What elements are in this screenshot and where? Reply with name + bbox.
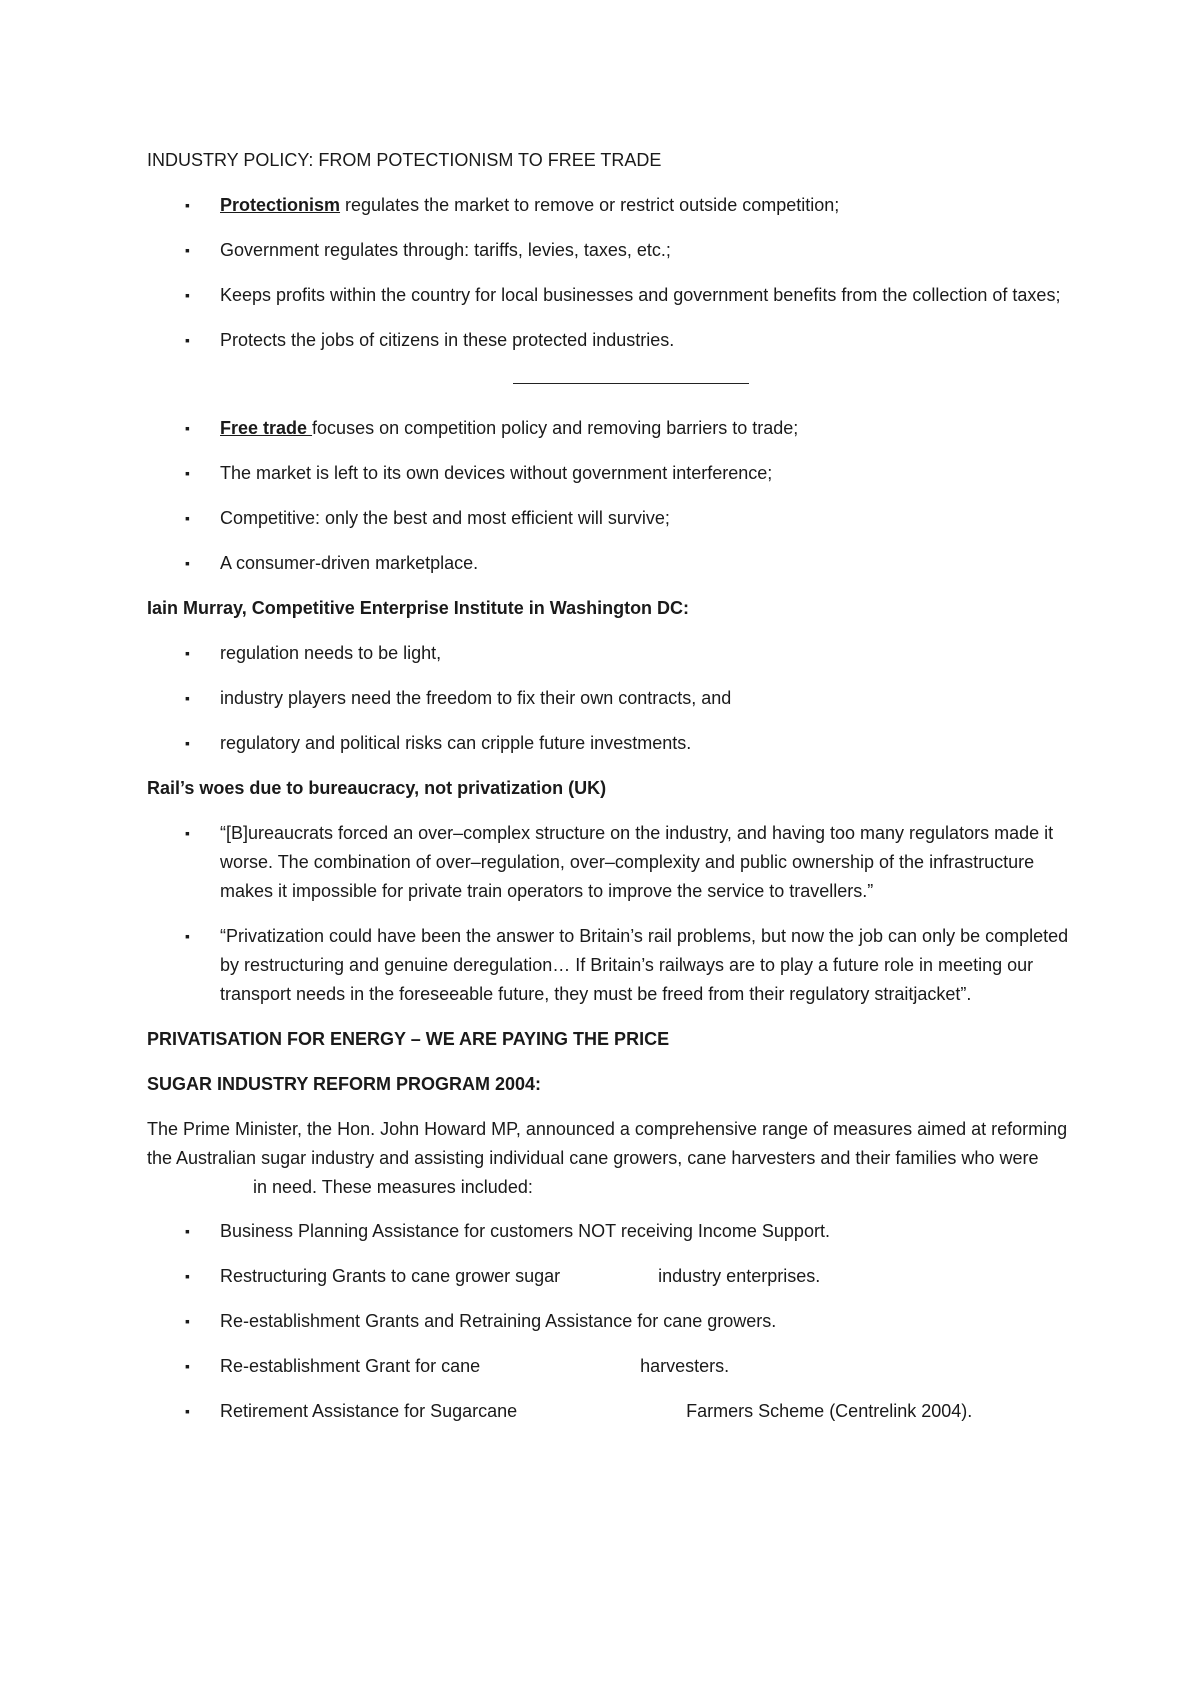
quote-text: “Privatization could have been the answer to Britain’s rail problems, but now the job can only be completed by restructuring and genuine deregulation… If Britain’s railways are to play a future role in meeting our transport needs in the foreseeable future, they must be freed from their regulatory straitjacket”. [220,926,1069,1004]
divider-line [513,383,749,384]
energy-heading: PRIVATISATION FOR ENERGY – WE ARE PAYING THE PRICE [147,1029,670,1049]
list-item-text: regulation needs to be light, [220,643,442,663]
square-bullet-icon: ▪ [185,825,190,841]
square-bullet-icon: ▪ [185,287,190,303]
list-item [147,1352,1077,1381]
list-item [147,459,1077,488]
square-bullet-icon: ▪ [185,1403,190,1419]
term-protectionism: Protectionism [220,195,341,215]
list-item [147,504,1077,533]
list-item-text: The market is left to its own devices without government interference; [220,463,773,483]
square-bullet-icon: ▪ [185,1223,190,1239]
paragraph-text: in need. These measures included: [253,1177,533,1197]
list-item [147,729,1077,758]
list-item-text: Retirement Assistance for Sugarcane [220,1401,518,1421]
square-bullet-icon: ▪ [185,1313,190,1329]
sugar-heading: SUGAR INDUSTRY REFORM PROGRAM 2004: [147,1074,542,1094]
list-item-text: Keeps profits within the country for local businesses and government benefits from the collection of taxes; [220,285,1061,305]
square-bullet-icon: ▪ [185,1358,190,1374]
section-divider [147,369,1077,398]
list-item-text: regulatory and political risks can cripple future investments. [220,733,692,753]
list-item [147,639,1077,668]
list-item [147,281,1077,310]
square-bullet-icon: ▪ [185,465,190,481]
square-bullet-icon: ▪ [185,510,190,526]
list-item-text: Business Planning Assistance for customers NOT receiving Income Support. [220,1221,830,1241]
list-item-text: industry enterprises. [658,1266,821,1286]
list-item-text: Restructuring Grants to cane grower sugar [220,1266,561,1286]
square-bullet-icon: ▪ [185,555,190,571]
list-item [147,819,1077,906]
list-item-text: harvesters. [640,1356,730,1376]
list-item [147,684,1077,713]
term-free-trade: Free trade [220,418,313,438]
list-item [147,1217,1077,1246]
murray-heading: Iain Murray, Competitive Enterprise Institute in Washington DC: [147,598,690,618]
list-item-text: Re-establishment Grants and Retraining Assistance for cane growers. [220,1311,777,1331]
list-item-text: industry players need the freedom to fix their own contracts, and [220,688,732,708]
list-item [147,549,1077,578]
square-bullet-icon: ▪ [185,735,190,751]
list-item-text: Farmers Scheme (Centrelink 2004). [686,1401,973,1421]
protectionism-list [147,191,1077,355]
document-title: INDUSTRY POLICY: FROM POTECTIONISM TO FREE TRADE [147,150,662,170]
square-bullet-icon: ▪ [185,928,190,944]
rail-heading: Rail’s woes due to bureaucracy, not privatization (UK) [147,778,607,798]
free-trade-list [147,414,1077,578]
list-item-text: A consumer-driven marketplace. [220,553,479,573]
list-item [147,191,1077,220]
square-bullet-icon: ▪ [185,645,190,661]
list-item-text: focuses on competition policy and removing barriers to trade; [312,418,799,438]
list-item-text: Government regulates through: tariffs, levies, taxes, etc.; [220,240,671,260]
list-item-text: Competitive: only the best and most efficient will survive; [220,508,670,528]
list-item-text: regulates the market to remove or restrict outside competition; [340,195,840,215]
list-item [147,326,1077,355]
list-item [147,1307,1077,1336]
square-bullet-icon: ▪ [185,1268,190,1284]
square-bullet-icon: ▪ [185,242,190,258]
list-item [147,236,1077,265]
list-item-text: Protects the jobs of citizens in these protected industries. [220,330,675,350]
square-bullet-icon: ▪ [185,690,190,706]
square-bullet-icon: ▪ [185,197,190,213]
list-item [147,1262,1077,1291]
paragraph-text: The Prime Minister, the Hon. John Howard MP, announced a comprehensive range of measures aimed at reforming the Australian sugar industry and assisting individual cane growers, cane harvesters and their families who were [147,1119,1068,1168]
sugar-paragraph [147,1115,1077,1202]
list-item [147,1397,1077,1426]
murray-list [147,639,1077,758]
list-item [147,414,1077,443]
document-body [147,146,1077,1442]
quote-text: “[B]ureaucrats forced an over–complex structure on the industry, and having too many regulators made it worse. The combination of over–regulation, over–complexity and public ownership of the infrastructure makes it impossible for private train operators to improve the service to travellers.” [220,823,1054,901]
square-bullet-icon: ▪ [185,420,190,436]
rail-quotes-list [147,819,1077,1009]
list-item-text: Re-establishment Grant for cane [220,1356,481,1376]
list-item [147,922,1077,1009]
square-bullet-icon: ▪ [185,332,190,348]
sugar-measures-list [147,1217,1077,1426]
